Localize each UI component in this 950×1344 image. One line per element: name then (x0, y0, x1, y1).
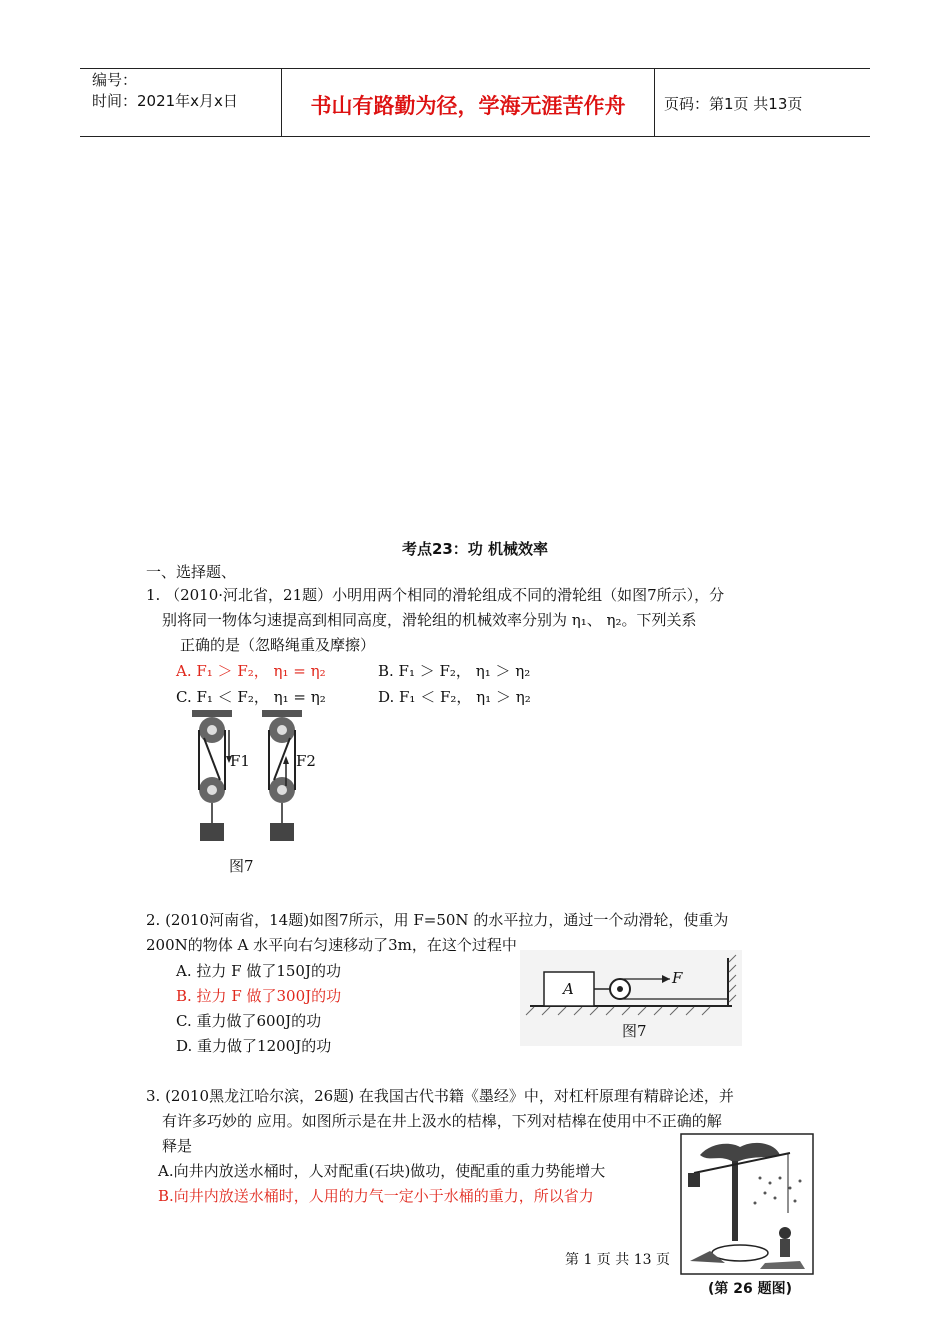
q1-line2: 别将同一物体匀速提高到相同高度，滑轮组的机械效率分别为 η₁、 η₂。下列关系 (162, 611, 697, 629)
q1-option-d: D. F₁ ＜ F₂， η₁ ＞ η₂ (378, 688, 531, 706)
header-number: 编号： (92, 71, 138, 89)
q1-option-b: B. F₁ ＞ F₂， η₁ ＞ η₂ (378, 662, 531, 680)
q3-line1: 3. (2010黑龙江哈尔滨，26题) 在我国古代书籍《墨经》中，对杠杆原理有精辟论述，并 (146, 1087, 734, 1105)
q1-option-c: C. F₁ ＜ F₂， η₁ = η₂ (176, 688, 326, 706)
section-heading: 一、选择题、 (146, 563, 237, 581)
figure-block-label: A (563, 980, 574, 998)
header-time: 时间：2021年x月x日 (92, 92, 238, 110)
q3-line2: 有许多巧妙的 应用。如图所示是在井上汲水的桔槔，下列对桔槔在使用中不正确的解 (162, 1112, 722, 1130)
q2-option-b: B. 拉力 F 做了300J的功 (176, 987, 342, 1005)
q3-figure-caption: (第 26 题图) (708, 1281, 793, 1297)
q3-option-b: B.向井内放送水桶时，人用的力气一定小于水桶的重力，所以省力 (158, 1187, 594, 1205)
q2-figure-caption: 图7 (622, 1022, 647, 1040)
header-divider-left (281, 68, 282, 136)
header-meta (92, 70, 238, 112)
q2-option-c: C. 重力做了600J的功 (176, 1012, 322, 1030)
pulley-system-figure (180, 708, 320, 848)
page-footer: 第 1 页 共 13 页 (565, 1252, 670, 1268)
q2-line2: 200N的物体 A 水平向右匀速移动了3m，在这个过程中 (146, 936, 517, 954)
header-bottom-border (80, 136, 870, 137)
q2-option-d: D. 重力做了1200J的功 (176, 1037, 332, 1055)
header-page-info: 页码：第1页 共13页 (664, 95, 803, 113)
header-motto: 书山有路勤为径，学海无涯苦作舟 (310, 94, 626, 118)
q3-option-a: A.向井内放送水桶时，人对配重(石块)做功，使配重的重力势能增大 (158, 1162, 606, 1180)
q1-line3: 正确的是（忽略绳重及摩擦） (180, 636, 376, 654)
q2-option-a: A. 拉力 F 做了150J的功 (176, 962, 341, 980)
figure-label-f1: F1 (230, 752, 250, 770)
header-divider-right (654, 68, 655, 136)
q3-line3: 释是 (162, 1137, 193, 1155)
document-title: 考点23：功 机械效率 (401, 540, 549, 558)
figure-force-label: F (672, 969, 683, 987)
figure-label-f2: F2 (296, 752, 316, 770)
q1-option-a: A. F₁ ＞ F₂， η₁ = η₂ (176, 662, 326, 680)
q2-line1: 2. (2010河南省，14题)如图7所示，用 F=50N 的水平拉力，通过一个动滑轮，使重为 (146, 911, 729, 929)
well-sweep-illustration (680, 1133, 814, 1275)
q1-line1: 1. （2010·河北省，21题）小明用两个相同的滑轮组成不同的滑轮组（如图7所示），分 (146, 586, 725, 604)
q1-figure-caption: 图7 (229, 857, 254, 875)
header-top-border (80, 68, 870, 69)
